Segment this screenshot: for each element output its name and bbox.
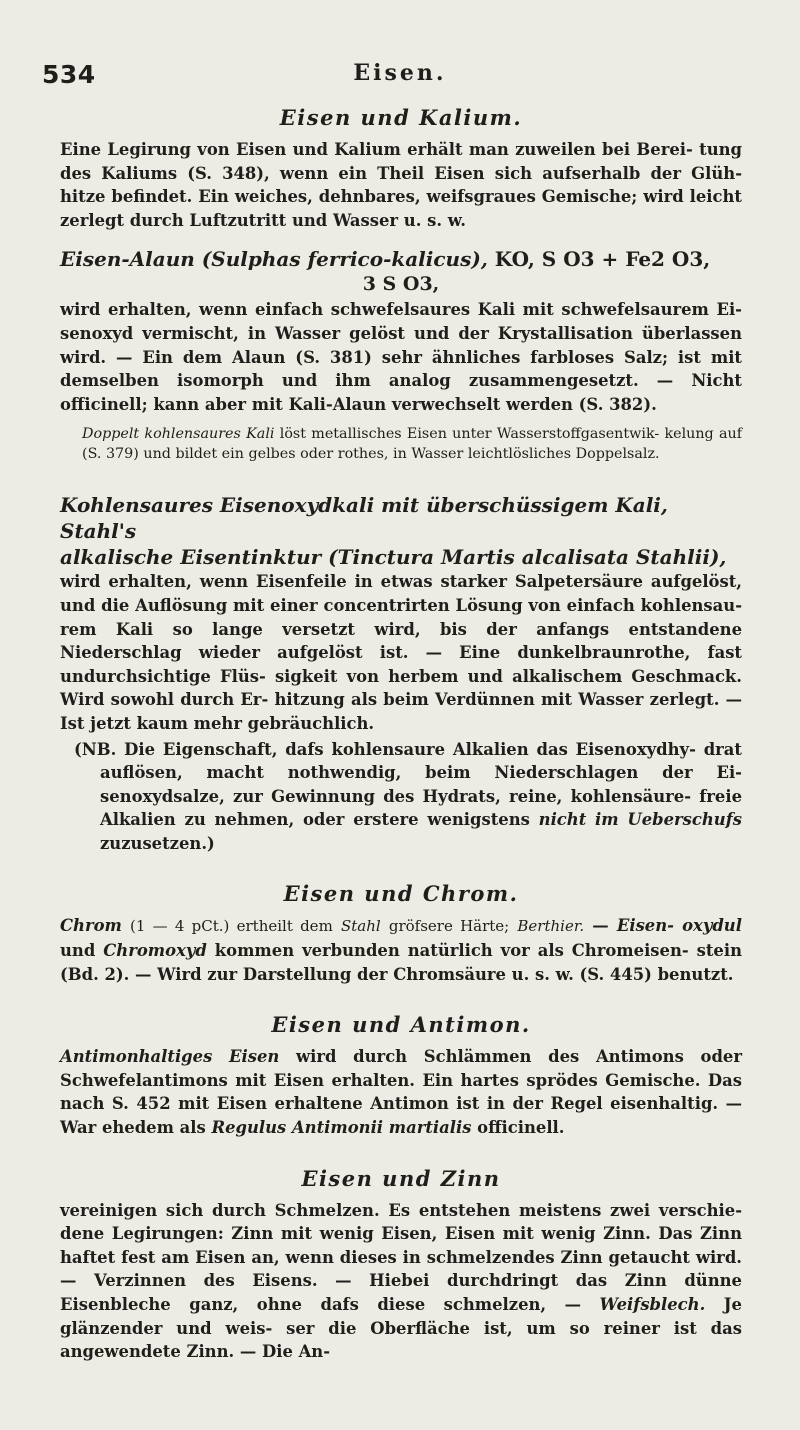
section-title-chrom: Eisen und Chrom. xyxy=(283,881,519,907)
section-kohlensaures xyxy=(60,492,742,855)
paragraph-alaun: wird erhalten, wenn einfach schwefelsaures Kali mit schwefelsaurem Ei- senoxyd vermischt, in Wasser gelöst und der Krystallisation überlassen wird. — Ein dem Alaun (S. 381) sehr ähnliches farbloses Salz; ist mit demselben isomorph und ihm analog zusammengesetzt. — Nicht officinell; kann aber mit Kali-Alaun verwechselt werden (S. 382). xyxy=(60,300,742,414)
antimon-lead: Antimonhaltiges Eisen xyxy=(60,1047,280,1067)
chrom-eisenoxydul: Eisen- oxydul xyxy=(616,916,742,936)
small-print-doppelsalz xyxy=(60,424,742,464)
note-text-a: (NB. Die Eigenschaft, dafs kohlensaure Alkalien das Eisenoxydhy- drat auflösen, macht nothwendig, beim Niederschlagen der Ei- senoxydsalze, zur Gewinnung des Hydrats, reine, kohlensäure- freie Alkalien zu nehmen, oder erstere wenigstens xyxy=(74,739,742,830)
alaun-formula: KO, S O3 + Fe2 O3, xyxy=(494,247,711,272)
section-zinn xyxy=(60,1166,742,1364)
alaun-name: Eisen-Alaun xyxy=(60,247,195,272)
paragraph-chrom xyxy=(60,914,742,986)
chrom-berthier: Berthier. xyxy=(517,917,585,936)
antimon-text-2: officinell. xyxy=(477,1118,565,1138)
running-title: Eisen. xyxy=(353,60,447,86)
chrom-text-und: und xyxy=(60,941,96,961)
paragraph-zinn xyxy=(60,1199,742,1364)
doppelsalz-lead: Doppelt kohlensaures Kali xyxy=(82,426,275,443)
antimon-regulus: Regulus Antimonii martialis xyxy=(211,1118,472,1138)
paragraph-kalium: Eine Legirung von Eisen und Kalium erhält man zuweilen bei Berei- tung des Kaliums (S. 348), wenn ein Theil Eisen sich aufserhalb der Glüh- hitze befindet. Ein weiches, dehnbares, weifsgraues Gemische; wird leicht zerlegt durch Luftzutritt und Wasser u. s. w. xyxy=(60,140,742,230)
running-header xyxy=(0,60,800,90)
section-title-kalium: Eisen und Kalium. xyxy=(279,105,523,130)
section-antimon xyxy=(60,1012,742,1139)
alaun-latin: (Sulphas ferrico-kalicus), xyxy=(201,247,488,272)
chrom-stahl: Stahl xyxy=(340,917,381,936)
section-title-zinn: Eisen und Zinn xyxy=(301,1165,501,1191)
note-text-b: zuzusetzen.) xyxy=(100,833,215,853)
zinn-text-2: Je glänzender und weis- ser die Oberfläche ist, um so reiner ist das angewendete Zinn. — Die An- xyxy=(60,1295,742,1362)
section-title-antimon: Eisen und Antimon. xyxy=(271,1012,531,1038)
note-nb xyxy=(60,738,742,856)
alaun-heading xyxy=(60,246,742,272)
zinn-weissblech: Weifsblech. xyxy=(599,1295,706,1314)
chrom-text-3: kommen verbunden natürlich vor als Chromeisen- stein (Bd. 2). — Wird zur Darstellung der Chromsäure u. s. w. (S. 445) benutzt. xyxy=(60,941,742,984)
section-chrom xyxy=(60,881,742,986)
page-number: 534 xyxy=(42,60,96,89)
chrom-chromoxyd: Chromoxyd xyxy=(103,941,207,961)
chrom-dash: — xyxy=(592,916,609,936)
kohlensaures-heading-line2: alkalische Eisentinktur (Tinctura Martis alcalisata Stahlii), xyxy=(60,545,727,570)
paragraph-antimon xyxy=(60,1045,742,1139)
antimon-text-1: wird durch Schlämmen des Antimons oder Schwefelantimons mit Eisen erhalten. Ein hartes sprödes Gemische. Das nach S. 452 mit Eisen erhaltene Antimon ist in der Regel eisenhaltig. — War ehedem als xyxy=(60,1047,742,1138)
chrom-text-2: gröfsere Härte; xyxy=(388,917,510,936)
kohlensaures-heading-line1: Kohlensaures Eisenoxydkali mit überschüssigem Kali, Stahl's xyxy=(60,493,668,544)
paragraph-kohlensaures: wird erhalten, wenn Eisenfeile in etwas starker Salpetersäure aufgelöst, und die Auflösung mit einer concentrirten Lösung von einfach kohlensau- rem Kali so lange versetzt wird, bis der anfangs entstandene Niederschlag wieder aufgelöst ist. — Eine dunkelbraunrothe, fast undurchsichtige Flüs- sigkeit von herbem und alkalischem Geschmack. Wird sowohl durch Er- hitzung als beim Verdünnen mit Wasser zerlegt. — Ist jetzt kaum mehr gebräuchlich. xyxy=(60,572,742,733)
alaun-formula-continued: 3 S O3, xyxy=(362,273,440,296)
chrom-lead: Chrom xyxy=(60,916,122,936)
note-emphasis: nicht im Ueberschufs xyxy=(538,810,742,830)
page-body xyxy=(60,105,742,1364)
doppelsalz-text: löst metallisches Eisen unter Wasserstoffgasentwik- kelung auf (S. 379) und bildet ein gelbes oder rothes, in Wasser leichtlösliches Doppelsalz. xyxy=(82,426,743,463)
zinn-text-1: vereinigen sich durch Schmelzen. Es entstehen meistens zwei verschie- dene Legirungen: Zinn mit wenig Eisen, Eisen mit wenig Zinn. Das Zinn haftet fest am Eisen an, wenn dieses in schmelzendes Zinn getaucht wird. — Verzinnen des Eisens. — Hiebei durchdringt das Zinn dünne Eisenbleche ganz, ohne dafs diese schmelzen, — xyxy=(60,1200,742,1314)
section-alaun xyxy=(60,246,742,464)
chrom-text-1: (1 — 4 pCt.) ertheilt dem xyxy=(130,917,333,936)
